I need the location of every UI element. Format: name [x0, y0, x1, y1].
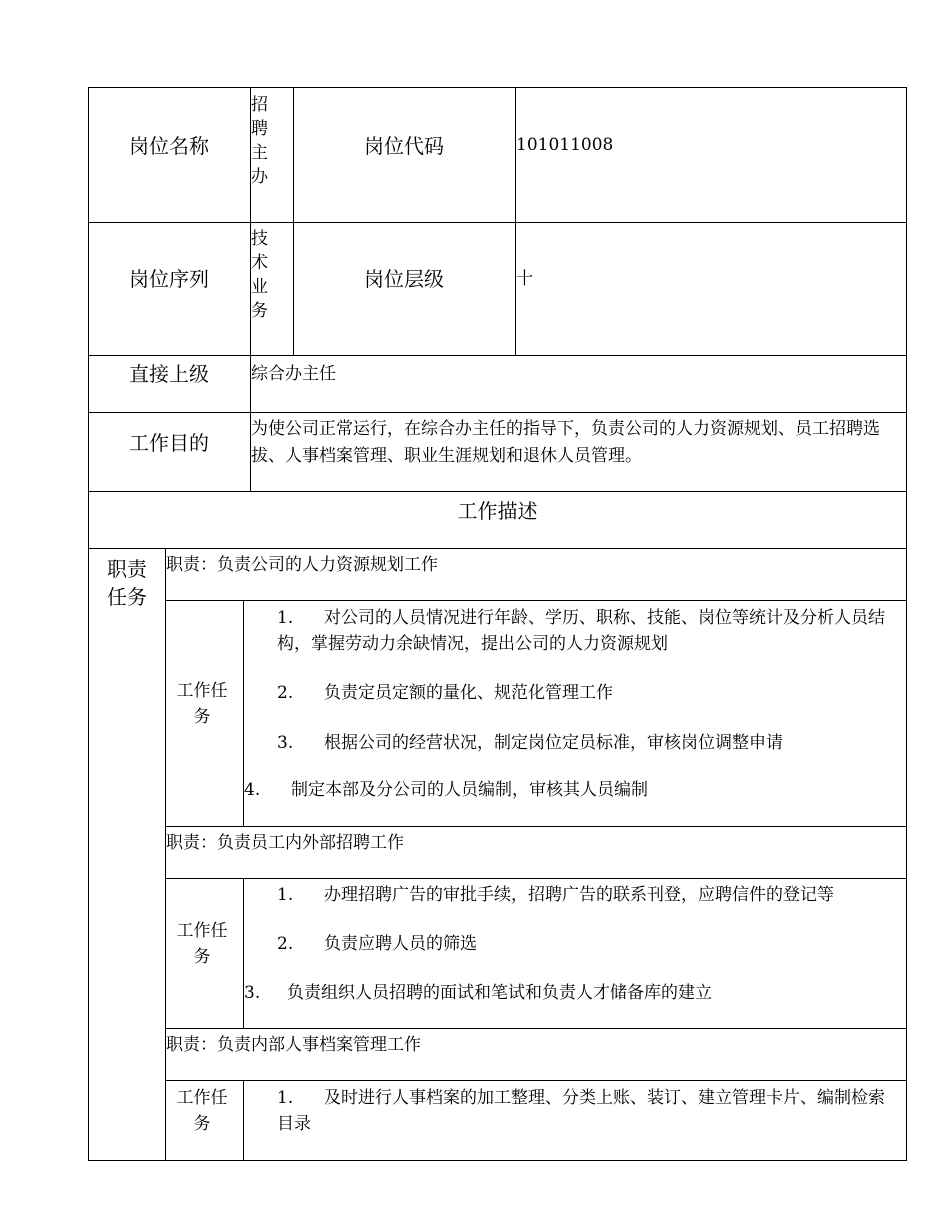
purpose-label: 工作目的	[129, 431, 209, 455]
task-label: 工作任务	[176, 1088, 228, 1134]
task-text: 办理招聘广告的审批手续，招聘广告的联系刊登，应聘信件的登记等	[324, 885, 834, 905]
task-text: 制定本部及分公司的人员编制，审核其人员编制	[291, 780, 648, 800]
task-text: 负责组织人员招聘的面试和笔试和负责人才储备库的建立	[287, 983, 712, 1003]
task-text: 负责定员定额的量化、规范化管理工作	[324, 683, 613, 703]
duty-title: 职责：负责公司的人力资源规划工作	[166, 555, 438, 575]
task-label: 工作任务	[176, 921, 228, 967]
task-number: 2.	[277, 934, 294, 954]
task-number: 1.	[277, 885, 294, 905]
task-text: 负责应聘人员的筛选	[324, 934, 477, 954]
duty-title: 职责：负责内部人事档案管理工作	[166, 1035, 421, 1055]
task-number: 2.	[277, 683, 294, 703]
position-series-value: 技术业务	[251, 229, 268, 321]
task-text: 及时进行人事档案的加工整理、分类上账、装订、建立管理卡片、编制检索目录	[277, 1088, 885, 1134]
task-number: 1.	[277, 608, 294, 628]
position-series-label: 岗位序列	[129, 267, 209, 291]
position-name-value: 招聘主办	[251, 95, 268, 187]
position-code-label: 岗位代码	[364, 134, 444, 158]
task-label: 工作任务	[176, 681, 228, 727]
purpose-value: 为使公司正常运行，在综合办主任的指导下，负责公司的人力资源规划、员工招聘选拔、人事档案管理、职业生涯规划和退休人员管理。	[251, 419, 880, 466]
task-number: 3.	[277, 733, 294, 753]
task-item	[277, 882, 897, 908]
superior-value: 综合办主任	[251, 364, 336, 384]
duty-title: 职责：负责员工内外部招聘工作	[166, 833, 404, 853]
task-item	[277, 1085, 887, 1137]
task-item	[277, 605, 887, 657]
superior-label: 直接上级	[129, 362, 209, 386]
duty-label: 职责任务	[107, 557, 147, 609]
task-number: 4.	[244, 780, 261, 800]
position-code-value: 101011008	[516, 135, 614, 155]
task-text: 对公司的人员情况进行年龄、学历、职称、技能、岗位等统计及分析人员结构，掌握劳动力余缺情况，提出公司的人力资源规划	[277, 608, 885, 654]
position-level-value: 十	[516, 269, 533, 289]
task-text: 根据公司的经营状况，制定岗位定员标准，审核岗位调整申请	[324, 733, 783, 753]
task-item	[244, 777, 884, 803]
task-item	[244, 980, 884, 1006]
position-level-label: 岗位层级	[364, 267, 444, 291]
position-name-label: 岗位名称	[129, 134, 209, 158]
task-item	[277, 931, 887, 957]
task-item	[277, 730, 887, 756]
task-number: 3.	[244, 983, 261, 1003]
section-title: 工作描述	[457, 499, 538, 523]
task-number: 1.	[277, 1088, 294, 1108]
task-item	[277, 680, 887, 706]
